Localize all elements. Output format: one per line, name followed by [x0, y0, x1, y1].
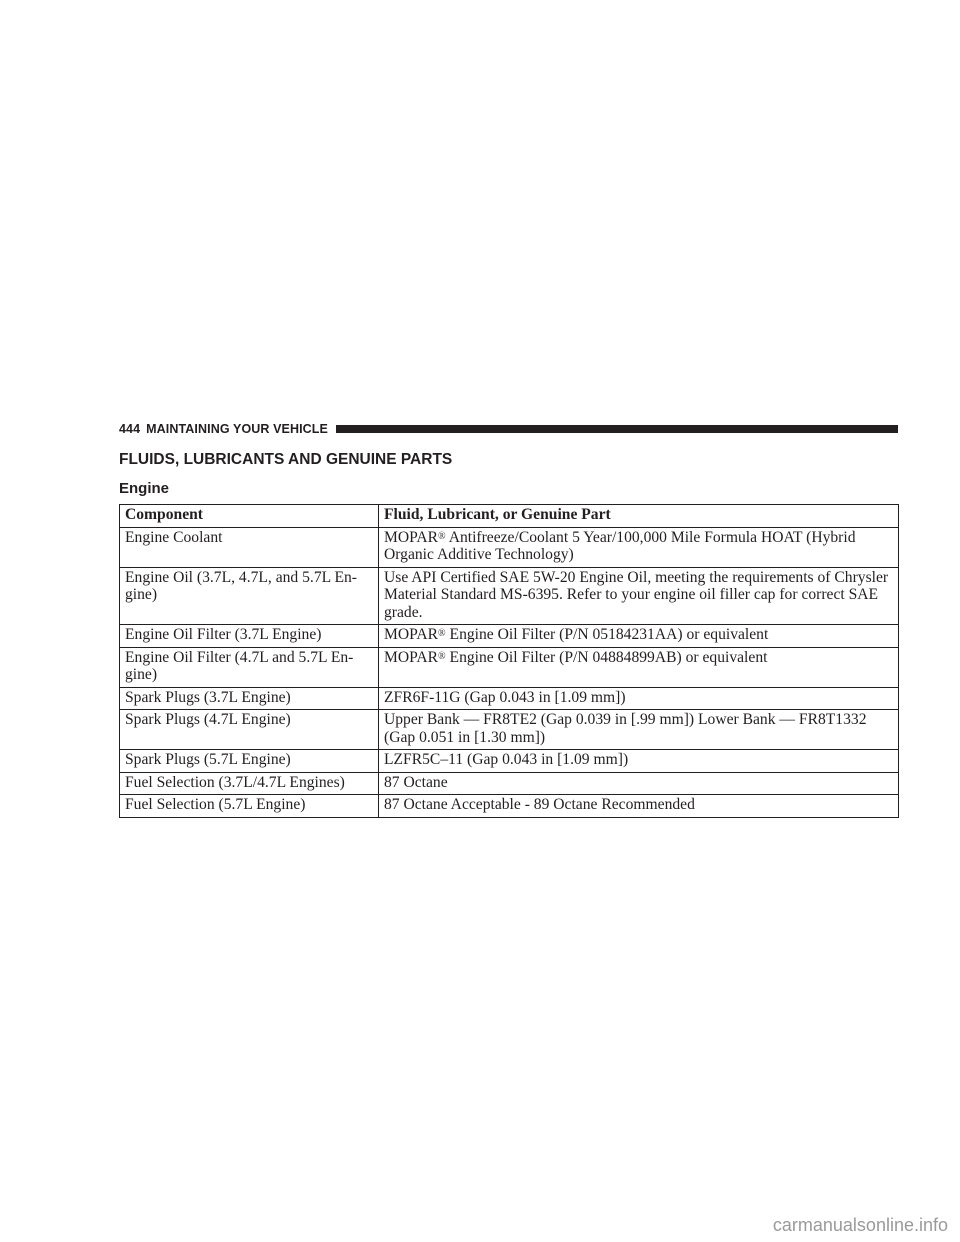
table-row: [120, 567, 899, 625]
component-cell: Spark Plugs (5.7L Engine): [120, 750, 379, 773]
component-cell: Fuel Selection (5.7L Engine): [120, 795, 379, 818]
component-cell: Fuel Selection (3.7L/4.7L Engines): [120, 772, 379, 795]
table-row: [120, 687, 899, 710]
component-cell: Engine Oil Filter (3.7L Engine): [120, 625, 379, 648]
component-cell: Spark Plugs (4.7L Engine): [120, 710, 379, 750]
fluid-text: Antifreeze/Coolant 5 Year/100,000 Mile Formula HOAT (Hybrid Organic Additive Technology): [384, 528, 856, 563]
page-number: 444: [119, 422, 141, 436]
component-cell: Engine Coolant: [120, 527, 379, 567]
fluid-cell: [379, 527, 899, 567]
brand-name: MOPAR: [384, 626, 439, 643]
component-cell: Engine Oil Filter (4.7L and 5.7L En-gine): [120, 647, 379, 687]
registered-mark: ®: [438, 650, 446, 662]
section-name: MAINTAINING YOUR VEHICLE: [146, 422, 328, 436]
component-cell: Engine Oil (3.7L, 4.7L, and 5.7L En-gine): [120, 567, 379, 625]
header-rule: [336, 425, 898, 433]
fluid-cell: 87 Octane Acceptable - 89 Octane Recommended: [379, 795, 899, 818]
component-cell: Spark Plugs (3.7L Engine): [120, 687, 379, 710]
running-header: [119, 420, 898, 438]
page-title: FLUIDS, LUBRICANTS AND GENUINE PARTS: [119, 451, 453, 468]
fluid-cell: Use API Certified SAE 5W-20 Engine Oil, meeting the requirements of Chrysler Material Standard MS-6395. Refer to your engine oil filler cap for correct SAE grade.: [379, 567, 899, 625]
column-header-fluid: Fluid, Lubricant, or Genuine Part: [379, 505, 899, 528]
fluid-cell: Upper Bank — FR8TE2 (Gap 0.039 in [.99 mm]) Lower Bank — FR8T1332 (Gap 0.051 in [1.30 mm]): [379, 710, 899, 750]
fluid-text: Engine Oil Filter (P/N 04884899AB) or equivalent: [449, 648, 768, 666]
registered-mark: ®: [438, 628, 446, 639]
table-row: [120, 750, 899, 773]
table-row: [120, 710, 899, 750]
watermark: carmanualsonline.info: [772, 1215, 948, 1235]
fluid-cell: ZFR6F-11G (Gap 0.043 in [1.09 mm]): [379, 687, 899, 710]
table-row: [120, 647, 899, 687]
fluid-cell: LZFR5C–11 (Gap 0.043 in [1.09 mm]): [379, 750, 899, 773]
fluid-cell: 87 Octane: [379, 772, 899, 795]
section-subtitle: Engine: [119, 480, 170, 497]
table-row: [120, 527, 899, 567]
table-row: [120, 795, 899, 818]
table-row: [120, 625, 899, 648]
table-header-row: [120, 505, 899, 528]
table-row: [120, 772, 899, 795]
fluid-text: Engine Oil Filter (P/N 05184231AA) or equivalent: [449, 626, 769, 643]
registered-mark: ®: [438, 530, 446, 542]
column-header-component: Component: [120, 505, 379, 528]
fluid-cell: [379, 625, 899, 648]
fluids-table: [119, 504, 899, 818]
brand-name: MOPAR: [384, 648, 439, 666]
brand-name: MOPAR: [384, 528, 439, 546]
fluid-cell: [379, 647, 899, 687]
